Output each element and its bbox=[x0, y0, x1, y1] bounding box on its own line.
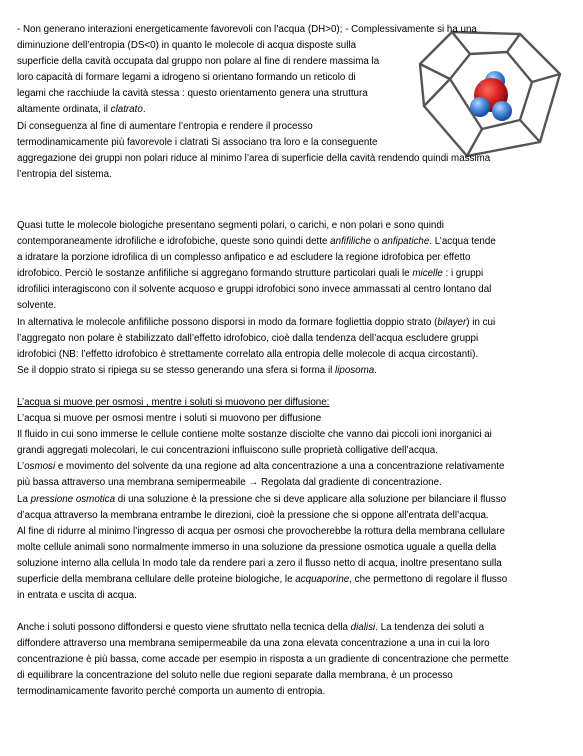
text-run: di una soluzione è la pressione che si deve applicare alla soluzione per bilanciare il flusso bbox=[115, 493, 507, 505]
text-run: contemporaneamente idrofiliche e idrofobiche, queste sono quindi dette bbox=[17, 236, 331, 248]
text-line: Di conseguenza al fine di aumentare l’entropia e rendere il processo bbox=[17, 120, 313, 132]
text-line bbox=[17, 315, 565, 331]
text-run: . bbox=[374, 364, 377, 376]
text-run: . bbox=[142, 104, 146, 116]
paragraph-amphiphilic bbox=[17, 218, 565, 379]
text-line bbox=[17, 492, 565, 508]
text-line: più bassa attraverso una membrana semipermeabile → Regolata dal gradiente di concentrazione. bbox=[17, 477, 442, 489]
term-anfipatiche: anfipatiche bbox=[381, 236, 430, 248]
text-line: legami che racchiude la cavità stessa : questo orientamento genera una struttura bbox=[17, 88, 368, 100]
term-pressione-osmotica: pressione osmotica bbox=[30, 493, 116, 505]
text-line bbox=[17, 234, 565, 250]
text-line bbox=[17, 266, 565, 282]
paragraph-osmosis bbox=[17, 395, 565, 604]
text-line bbox=[17, 620, 565, 636]
text-run: : i gruppi bbox=[442, 268, 484, 280]
text-line: Il fluido in cui sono immerse le cellule contiene molte sostanze disciolte che vanno dai piccoli ioni inorganici ai bbox=[17, 429, 492, 441]
text-line: l’aggregato non polare è stabilizzato dall’effetto idrofobico, cioè dalla tendenza dell’acqua escludere gruppi bbox=[17, 332, 479, 344]
text-run: superficie della membrana cellulare delle proteine biologiche, le bbox=[17, 574, 296, 586]
text-line: termodinamicamente favorito perché comporta un aumento di entropia. bbox=[17, 686, 326, 698]
text-line bbox=[17, 102, 417, 118]
paragraph-dialysis bbox=[17, 620, 565, 700]
text-line: superficie della cavità occupata dal gruppo non polare al fine di rendere massima la bbox=[17, 56, 380, 68]
text-line: Al fine di ridurre al minimo l’ingresso di acqua per osmosi che provocherebbe la rottura della membrana cellulare bbox=[17, 525, 505, 537]
text-line: Quasi tutte le molecole biologiche presentano segmenti polari, o carichi, e non polari e sono quindi bbox=[17, 220, 444, 231]
text-line: loro capacità di formare legami a idrogeno si orientano formando un reticolo di bbox=[17, 72, 356, 84]
text-line bbox=[17, 572, 565, 588]
text-line: diffondere attraverso una membrana semipermeabile da una zona elevata concentrazione a una in cui la loro bbox=[17, 638, 490, 650]
text-run: In alternativa le molecole anfifiliche possono disporsi in modo da formare fogliettia doppio strato ( bbox=[17, 316, 438, 328]
text-line: di equilibrare la concentrazione del soluto nelle due regioni separate dalla membrana, è un processo bbox=[17, 670, 453, 682]
text-line: idrofilici interagiscono con il solvente acquoso e gruppi idrofobici sono invece ammassati al centro lontano dal bbox=[17, 284, 492, 296]
text-run: ) in cui bbox=[466, 316, 496, 328]
text-run: . L’acqua tende bbox=[429, 236, 496, 248]
text-line: a idratare la porzione idrofilica di un complesso anfipatico e ad escludere la regione idrofobica per effetto bbox=[17, 252, 471, 264]
text-line: l’entropia del sistema. bbox=[17, 168, 112, 180]
term-micelle: micelle bbox=[412, 268, 443, 280]
term-liposoma: liposoma bbox=[335, 364, 375, 376]
text-run: e movimento del solvente da una regione ad alta concentrazione a una a concentrazione relativamente bbox=[55, 461, 505, 473]
text-line: soluzione interno alla cellula In modo tale da rendere pari a zero il flusso netto di acqua, inoltre presentano sulla bbox=[17, 557, 502, 569]
text-run: . La tendenza dei soluti a bbox=[375, 622, 485, 633]
text-line: aggregazione dei gruppi non polari riduce al minimo l’area di superficie della cavità rendendo quindi massima bbox=[17, 152, 491, 164]
term-dialisi: dialisi bbox=[350, 622, 376, 633]
term-osmosi: osmosi bbox=[24, 461, 56, 473]
text-line bbox=[17, 363, 565, 379]
term-clatrato: clatrato bbox=[110, 104, 143, 116]
text-run: L’ bbox=[17, 461, 25, 473]
text-line: diminuzione dell’entropia (DS<0) in quanto le molecole di acqua disposte sulla bbox=[17, 40, 357, 52]
text-run: o bbox=[371, 236, 382, 248]
text-run: La bbox=[17, 493, 31, 505]
term-bilayer: bilayer bbox=[437, 316, 467, 328]
text-line: in entrata e uscita di acqua. bbox=[17, 590, 137, 602]
term-anfifiliche: anfifiliche bbox=[330, 236, 372, 248]
text-line: L’acqua si muove per osmosi mentre i soluti si muovono per diffusione bbox=[17, 413, 322, 425]
text-run: , che permettono di regolare il flusso bbox=[349, 574, 508, 586]
text-run: altamente ordinata, il bbox=[17, 104, 111, 116]
section-heading: L’acqua si muove per osmosi , mentre i soluti si muovono per diffusione: bbox=[17, 397, 330, 408]
text-line: grandi aggregati molecolari, le cui concentrazioni influiscono sulle proprietà colligative dell’acqua. bbox=[17, 445, 438, 457]
text-line bbox=[17, 459, 565, 475]
term-acquaporine: acquaporine bbox=[295, 574, 350, 586]
text-line: molte cellule animali sono normalmente immerso in una soluzione da pressione osmotica uguale a quella della bbox=[17, 541, 497, 553]
text-line: - Non generano interazioni energeticamente favorevoli con l’acqua (DH>0); - Complessivamente si ha una bbox=[17, 24, 477, 35]
text-run: Se il doppio strato si ripiega su se stesso generando una sfera si forma il bbox=[17, 364, 336, 376]
text-line: idrofobici (NB: l’effetto idrofobico è strettamente correlato alla entropia delle molecole di acqua circostanti). bbox=[17, 348, 479, 360]
paragraph-clathrate bbox=[17, 22, 565, 183]
text-line: termodinamicamente più favorevole i clatrati Si associano tra loro e la conseguente bbox=[17, 136, 378, 148]
text-run: idrofobico. Perciò le sostanze anfifiliche si aggregano formando strutture particolari quali le bbox=[17, 268, 413, 280]
text-line: d’acqua attraverso la membrana entrambe le direzioni, cioè la pressione che si oppone all’entrata dell’acqua. bbox=[17, 509, 489, 521]
text-run: Anche i soluti possono diffondersi e questo viene sfruttato nella tecnica della bbox=[17, 622, 351, 633]
text-line: concentrazione è più bassa, come accade per esempio in risposta a un gradiente di concentrazione che permette bbox=[17, 654, 509, 666]
text-line: solvente. bbox=[17, 300, 57, 312]
